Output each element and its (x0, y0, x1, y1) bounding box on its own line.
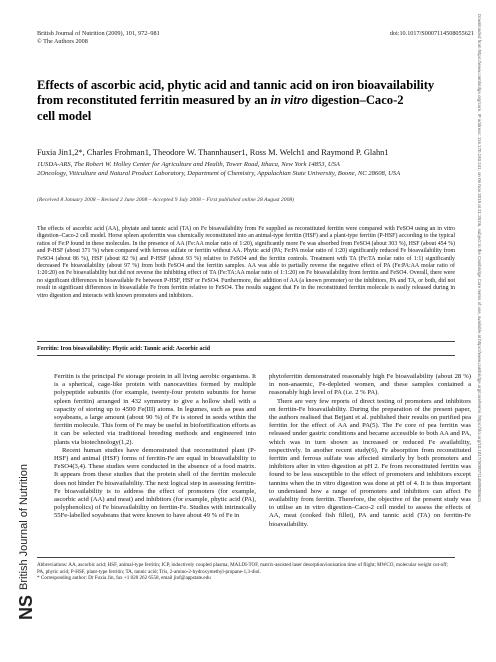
title-line-2a: from reconstituted ferritin measured by an (37, 93, 271, 108)
title-line-3: cell model (37, 108, 92, 123)
journal-citation: British Journal of Nutrition (2009), 101, 972–981 (37, 30, 160, 37)
body-paragraph: phytoferritin demonstrated reasonably high Fe bioavailability (about 28 %) in non-anaemic, Fe-depleted women, and these samples contained a reasonably high level of PA (i.e. 2 % PA). (269, 373, 471, 397)
doi-link[interactable]: doi:10.1017/S0007114508055621 (389, 30, 474, 37)
title-line-2b: digestion–Caco-2 (308, 93, 404, 108)
keywords-bottom-rule (37, 355, 455, 356)
footnotes (37, 562, 455, 582)
body-paragraph: Recent human studies have demonstrated that reconstituted plant (P-HSF) and animal (HSF) forms of ferritin-Fe are equal in bioavailability to FeSO4(3,4). These studies were conducted in the absence of a food matrix. It appears from these studies that the protein shell of the ferritin molecule does not hinder Fe bioavailability. The next logical step in assessing ferritin-Fe bioavailability is to address the effect of promoters (for example, ascorbic acid (AA) and meat) and inhibitors (for example, phytic acid (PA), polyphenolics) of Fe bioavailability on ferritin-Fe. Studies with intrinsically 55Fe-labelled soyabeans that were known to have about 49 % of Fe in (54, 446, 256, 520)
affiliations (37, 160, 457, 178)
received-dates: (Received 8 January 2008 – Revised 2 June 2008 – Accepted 9 July 2008 – First published online 28 August 2008) (37, 197, 295, 203)
affiliation-1: 1USDA-ARS, The Robert W. Holley Center for Agriculture and Health, Tower Road, Ithaca, New York 14853, USA (37, 161, 340, 168)
abstract: The effects of ascorbic acid (AA), phytate and tannic acid (TA) on Fe bioavailability from Fe supplied as reconstituted ferritin were compared with FeSO4 using an in vitro digestion–Caco-2 cell model. Horse spleen apoferritin was chemically reconstituted into an animal-type ferritin (HSF) and a plant-type ferritin (P-HSF) according to the typical ratios of Fe:P found in these molecules. In the presence of AA (Fe:AA molar ratio of 1:20), significantly more Fe was absorbed from FeSO4 (about 303 %), HSF (about 454 %) and P-HSF (about 371 %) when compared with ferrous sulfate or ferritin without AA. Phytic acid (PA; Fe:PA molar ratio of 1:20) significantly reduced Fe bioavailability from FeSO4 (about 86 %), HSF (about 82 %) and P-HSF (about 93 %) relative to FeSO4 and the ferritin controls. Treatment with TA (Fe:TA molar ratio of 1:1) significantly decreased Fe bioavailability (about 97 %) from both FeSO4 and the ferritin samples. AA was able to partially reverse the negative effect of PA (Fe:PA:AA molar ratio of 1:20:20) on Fe bioavailability but did not reverse the inhibiting effect of TA (Fe:TA:AA molar ratio of 1:1:20) on Fe bioavailability from ferritin and FeSO4. Overall, there were no significant differences in bioavailable Fe between P-HSF, HSF or FeSO4. Furthermore, the addition of AA (a known promoter) or the inhibitors, PA and TA, or both, did not result in significant differences in bioavailable Fe from ferritin relative to FeSO4. The results suggest that Fe in the reconstituted ferritin molecule is easily released during in vitro digestion and interacts with known promoters and inhibitors. (37, 226, 455, 299)
article-title (37, 78, 447, 124)
body-paragraph: There are very few reports of direct testing of promoters and inhibitors on ferritin-Fe bioavailability. During the preparation of the present paper, the authors realised that Bejjani et al. published their results on purified pea ferritin for the effect of AA and PA(5). The Fe core of pea ferritin was released under gastric conditions and became accessible to both AA and PA, which was in turn shown as increased or reduced Fe availability, respectively. In another recent study(6), Fe absorption from reconstituted ferritin and ferrous sulfate was affected similarly by both promoters and inhibitors after in vitro digestion at pH 2. Fe from reconstituted ferritin was found to be less susceptible to the effect of promoters and inhibitors except tannins when the in vitro digestion was done at pH of 4. It is thus important to understand how a range of promoters and inhibitors can affect Fe availability from ferritin. Therefore, the objective of the present study was to utilise an in vitro digestion–Caco-2 cell model to assess the effects of AA, meat (cooked fish fillet), PA and tannic acid (TA) on ferritin-Fe bioavailability. (269, 397, 471, 528)
body-paragraph: Ferritin is the principal Fe storage protein in all living aerobic organisms. It is a spherical, cage-like protein with nanocavities formed by multiple polypeptide subunits (for example, twenty-four protein subunits for horse spleen ferritin) arranged in 432 symmetry to give a hollow shell with a capacity of storing up to 4500 Fe(III) atoms. In legumes, such as peas and soyabeans, a large amount (about 90 %) of Fe is stored in seeds within the ferritin molecule. This form of Fe may be useful in biofortification efforts as it can be selected via traditional breeding methods and engineered into plants via biotechnology(1,2). (54, 373, 256, 446)
body-column-right (269, 373, 471, 529)
author-list: Fuxia Jin1,2*, Charles Frohman1, Theodore W. Thannhauser1, Ross M. Welch1 and Raymond P. Glahn1 (37, 148, 389, 157)
ns-logo: NS (16, 594, 36, 620)
keywords-top-rule (37, 341, 455, 342)
title-line-2 (37, 93, 447, 108)
keywords: Ferritin: Iron bioavailability: Phytic acid: Tannic acid: Ascorbic acid (37, 346, 211, 352)
title-line-1: Effects of ascorbic acid, phytic acid and tannic acid on iron bioavailability (37, 78, 435, 92)
abbreviations-note: Abbreviations: AA, ascorbic acid; HSF, animal-type ferritin; ICP, inductively coupled plasma; MALDI-TOF, matrix-assisted laser desorption/ionisation time of flight; MWCO, molecular weight cut-off; PA, phytic acid; P-HSF, plant-type ferritin; TA, tannic acid; Tris, 2-amino-2-hydroxymethyl-propane-1,3-diol. (37, 562, 448, 575)
title-line-2-italic: in vitro (270, 93, 309, 108)
journal-side-name: British Journal of Nutrition (18, 464, 30, 590)
body-column-left (54, 373, 256, 521)
copyright-line: © The Authors 2008 (37, 38, 88, 45)
footnote-rule (37, 557, 455, 558)
running-header (37, 30, 160, 46)
journal-side-banner (16, 420, 36, 620)
download-watermark: Downloaded from https://www.cambridge.org/core. IP address: 116.170.183.241, on 06 Nov 2019 at 21:25:06, subject to the Cambridge Core terms of use, available at https://www.cambridge.org/core/terms. https://doi.org/10.1017/S0007114508055621 (477, 14, 482, 503)
corresponding-author-note: * Corresponding author: Dr Fuxia Jin, fax +1 828 262 6558, email jinf@appstate.edu (37, 575, 211, 582)
affiliation-2: 2Oncology, Viticulture and Natural Product Laboratory, Department of Chemistry, Appalachian State University, Boone, NC 28608, USA (37, 170, 401, 177)
